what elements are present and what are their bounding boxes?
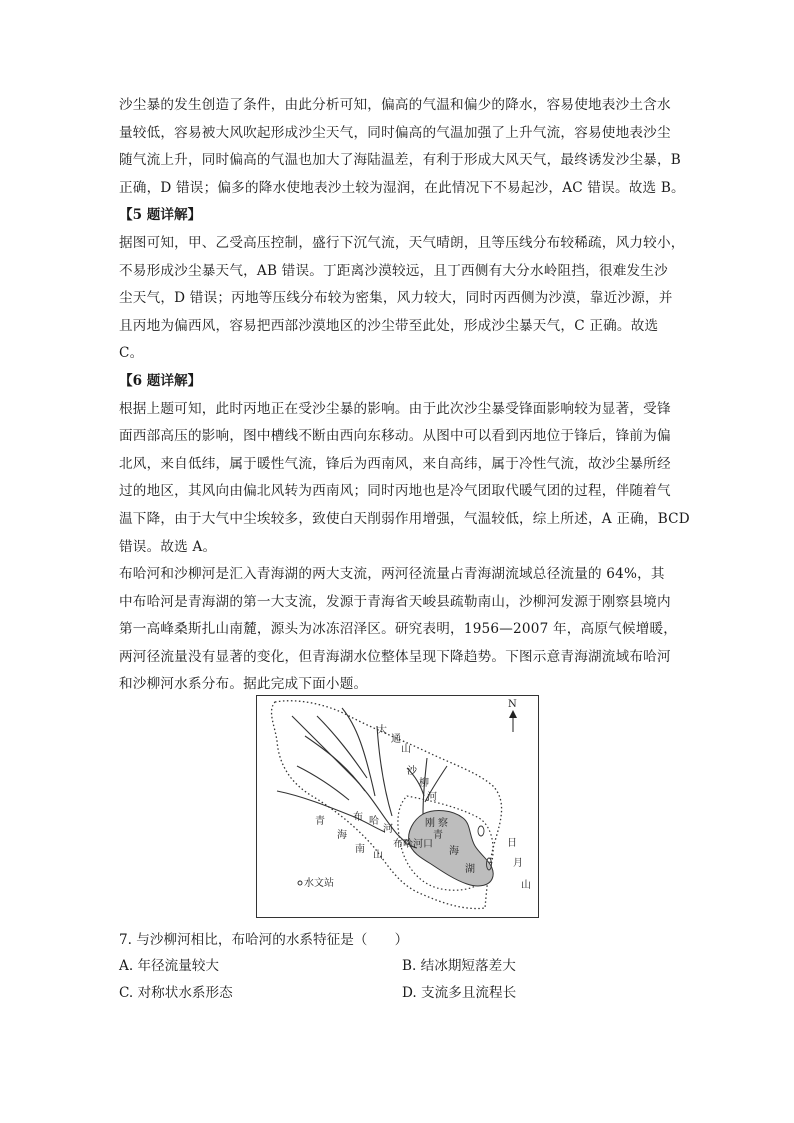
shaliu-char-1: 沙 [407,766,417,777]
datong-char-1: 大 [377,725,387,736]
option-b[interactable]: B. 结冰期短落差大 [402,958,516,974]
riyue-char-1: 日 [507,838,517,849]
qinghai-lake-map [256,695,539,918]
buha-char-3: 河 [383,824,393,835]
lake-char-1: 青 [433,830,443,841]
article-body [119,92,690,699]
gangcha-char-2: 察 [438,818,448,829]
option-a[interactable]: A. 年径流量较大 [119,958,220,974]
riyue-char-2: 月 [513,858,523,869]
riyue-char-3: 山 [521,880,531,891]
gangcha-char-1: 刚 [425,818,435,829]
option-c[interactable]: C. 对称状水系形态 [119,985,233,1001]
heading-q5: 【5 题详解】 [119,207,202,224]
paragraph-4-explanation: 沙尘暴的发生创造了条件，由此分析可知，偏高的气温和偏少的降水，容易使地表沙土含水 量较低，容易被大风吹起形成沙尘天气，同时偏高的气温加强了上升气流，容易使地表沙尘 随气流上升，同时偏高的气温也加大了海陆温差，有利于形成大风天气，最终诱发沙尘暴，B 正确，D 错误；偏多的降水使地表沙土较为湿润，在此情况下不易起沙，AC 错误。故选 B。 [119,97,685,196]
lake-char-2: 海 [449,846,459,857]
option-d[interactable]: D. 支流多且流程长 [402,985,517,1001]
datong-char-2: 通 [391,734,401,745]
buha-mouth-label: 布哈河口 [393,839,433,850]
buha-river-system [277,708,417,848]
heading-q6: 【6 题详解】 [119,372,202,389]
qhn-char-2: 海 [337,830,347,841]
map-svg [257,696,538,917]
paragraph-6-explanation: 根据上题可知，此时丙地正在受沙尘暴的影响。由于此次沙尘暴受锋面影响较为显著，受锋 面西部高压的影响，图中槽线不断由西向东移动。从图中可以看到丙地位于锋后，锋前为偏 北风，来自低纬，属于暖性气流，锋后为西南风，来自高纬，属于冷性气流，故沙尘暴所经 过的地区，其风向由偏北风转为西南风；同时丙地也是冷气团取代暖气团的过程，伴随着气 温下降，由于大气中尘埃较多，致使白天削弱作用增强，气温较低，综上所述，A 正确，BCD 错误。故选 A。 [119,400,690,555]
shaliu-char-2: 柳 [419,778,429,789]
qhn-char-4: 山 [373,850,383,861]
qhn-char-1: 青 [315,816,325,827]
question-7: 7. 与沙柳河相比，布哈河的水系特征是（ ） [119,932,409,948]
north-label: N [508,699,517,710]
question-intro: 布哈河和沙柳河是汇入青海湖的两大支流，两河径流量占青海湖流域总径流量的 64%，其 中布哈河是青海湖的第一大支流，发源于青海省天峻县疏勒南山，沙柳河发源于刚察县境内 第一高峰桑斯扎山南麓，源头为冰冻沼泽区。研究表明，1956—2007 年，高原气候增暖， 两河径流量没有显著的变化，但青海湖水位整体呈现下降趋势。下图示意青海湖流域布哈河 和沙柳河水系分布。据此完成下面小题。 [119,566,678,693]
shaliu-char-3: 河 [427,792,437,803]
lake-char-3: 湖 [465,864,475,875]
qhn-char-3: 南 [355,844,365,855]
east-lake-1 [478,826,484,836]
north-arrow-icon [509,710,517,718]
legend-station-label: 水文站 [304,878,334,889]
datong-char-3: 山 [401,744,411,755]
buha-char-1: 布 [353,812,363,823]
station-marker-legend [298,881,302,885]
paragraph-5-explanation: 据图可知，甲、乙受高压控制，盛行下沉气流，天气晴朗，且等压线分布较稀疏，风力较小， 不易形成沙尘暴天气，AB 错误。丁距离沙漠较远，且丁西侧有大分水岭阻挡，很难发生沙 尘天气，D 错误；丙地等压线分布较为密集，风力较大，同时丙西侧为沙漠，靠近沙源，并 且丙地为偏西风，容易把西部沙漠地区的沙尘带至此处，形成沙尘暴天气，C 正确。故选 C。 [119,234,685,362]
buha-char-2: 哈 [369,816,379,827]
